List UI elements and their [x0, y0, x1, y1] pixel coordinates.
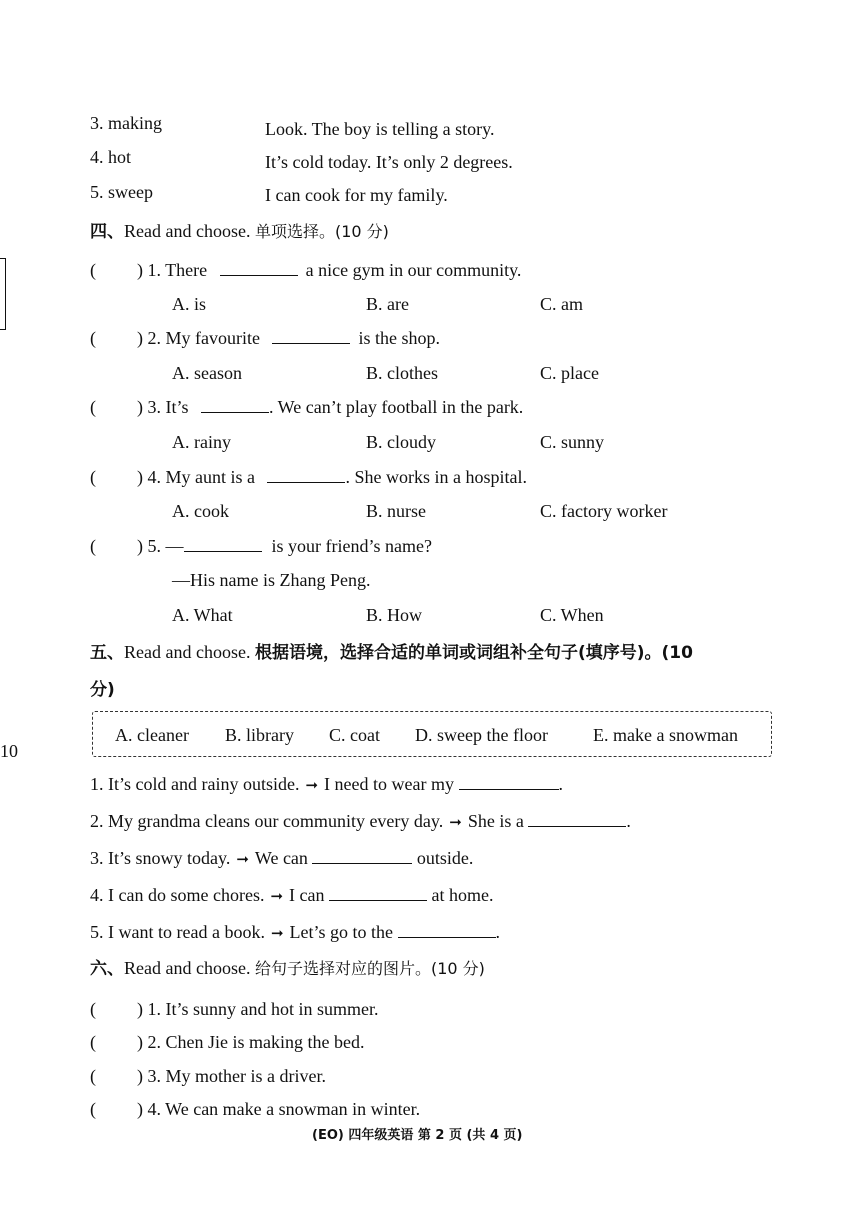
part5-title-cn: 根据语境，选择合适的单词或词组补全句子(填序号)。(10 [254, 643, 693, 663]
part3-sentence-3: Look. The boy is telling a story. [265, 119, 495, 139]
fill-sentence-3 [90, 847, 473, 870]
fill-sentence-2-result: She is a [467, 811, 524, 831]
mc-question-1-tail: a nice gym in our community. [305, 260, 522, 280]
answer-paren[interactable]: ( [90, 260, 96, 280]
fill-sentence-3-cause: 3. It’s snowy today. [90, 848, 231, 868]
arrow-icon: ➞ [270, 924, 284, 942]
part5-title-en: Read and choose. [124, 642, 251, 662]
answer-paren[interactable]: ( [90, 397, 96, 417]
answer-paren[interactable]: ( [90, 1032, 96, 1052]
mc-question-5-stem: ) 5. — [137, 536, 184, 556]
mc-question-2-stem: ) 2. My favourite [137, 328, 260, 348]
mc-question-5 [137, 535, 432, 557]
fill-sentence-5-end: . [495, 922, 501, 942]
mc-option: A. What [172, 605, 233, 625]
picture-match-3: ) 3. My mother is a driver. [137, 1066, 326, 1086]
part6-title-en: Read and choose. [124, 958, 251, 978]
answer-blank[interactable] [459, 775, 559, 790]
fill-sentence-4-end: at home. [431, 885, 494, 905]
part4-heading [90, 220, 389, 243]
answer-blank[interactable] [201, 398, 269, 413]
mc-option: A. season [172, 363, 242, 383]
fill-sentence-1-end: . [558, 774, 563, 794]
mc-option: A. is [172, 294, 207, 314]
mc-question-3-tail: . We can’t play football in the park. [269, 397, 524, 417]
mc-option: C. When [540, 605, 604, 625]
answer-blank[interactable] [267, 468, 345, 483]
arrow-icon: ➞ [236, 850, 249, 868]
part5-heading [90, 641, 693, 664]
answer-blank[interactable] [272, 329, 350, 344]
word-bank-item: B. library [225, 725, 294, 745]
fill-sentence-1-cause: 1. It’s cold and rainy outside. [90, 774, 300, 794]
page-footer: (EO) 四年级英语 第 2 页 (共 4 页) [312, 1128, 523, 1143]
arrow-icon: ➞ [449, 813, 462, 831]
mc-option: B. clothes [366, 363, 438, 383]
part4-title-cn: 单项选择。(10 分) [254, 222, 389, 241]
fill-sentence-3-result: We can [254, 848, 308, 868]
mc-question-3-stem: ) 3. It’s [137, 397, 189, 417]
fill-sentence-1 [90, 773, 563, 796]
part3-sentence-4: It’s cold today. It’s only 2 degrees. [265, 152, 513, 172]
part6-number: 六、 [90, 959, 124, 979]
part3-word-4: 4. hot [90, 147, 132, 167]
fill-sentence-5-cause: 5. I want to read a book. [90, 922, 265, 942]
answer-blank[interactable] [220, 261, 298, 276]
mc-option: B. cloudy [366, 432, 436, 452]
part5-heading-cont [90, 678, 115, 701]
picture-match-4: ) 4. We can make a snowman in winter. [137, 1099, 421, 1119]
fill-sentence-3-end: outside. [416, 848, 474, 868]
part4-number: 四、 [90, 222, 124, 242]
word-bank-item: D. sweep the floor [415, 725, 548, 745]
mc-question-1 [137, 259, 521, 281]
word-bank-item: C. coat [329, 725, 380, 745]
picture-match-2: ) 2. Chen Jie is making the bed. [137, 1032, 365, 1052]
fill-sentence-5 [90, 921, 500, 944]
picture-match-1: ) 1. It’s sunny and hot in summer. [137, 999, 379, 1019]
mc-question-4-stem: ) 4. My aunt is a [137, 467, 255, 487]
mc-option: A. rainy [172, 432, 231, 452]
part6-heading [90, 957, 485, 980]
answer-blank[interactable] [329, 886, 427, 901]
mc-question-2 [137, 327, 440, 349]
fill-sentence-4 [90, 884, 494, 907]
part5-number: 五、 [90, 643, 124, 663]
answer-blank[interactable] [528, 812, 626, 827]
mc-option: C. am [540, 294, 583, 314]
mc-question-4 [137, 466, 527, 488]
margin-number: 10 [0, 741, 18, 761]
answer-paren[interactable]: ( [90, 1066, 96, 1086]
mc-option: C. sunny [540, 432, 605, 452]
part3-word-5: 5. sweep [90, 182, 153, 202]
answer-paren[interactable]: ( [90, 1099, 96, 1119]
word-bank-item: A. cleaner [115, 725, 189, 745]
answer-paren[interactable]: ( [90, 999, 96, 1019]
mc-option: C. place [540, 363, 599, 383]
mc-option: B. are [366, 294, 409, 314]
answer-blank[interactable] [184, 537, 262, 552]
fill-sentence-4-cause: 4. I can do some chores. [90, 885, 265, 905]
fill-sentence-2-cause: 2. My grandma cleans our community every day. [90, 811, 444, 831]
answer-blank[interactable] [398, 923, 496, 938]
answer-paren[interactable]: ( [90, 536, 96, 556]
fill-sentence-4-result: I can [289, 885, 325, 905]
part5-title-cn-2: 分) [90, 680, 115, 700]
mc-option: C. factory worker [540, 501, 668, 521]
mc-question-5-answer: —His name is Zhang Peng. [172, 570, 371, 590]
margin-bracket [0, 258, 6, 330]
answer-paren[interactable]: ( [90, 467, 96, 487]
part4-title-en: Read and choose. [124, 221, 251, 241]
mc-question-2-tail: is the shop. [358, 328, 440, 348]
fill-sentence-2-end: . [626, 811, 631, 831]
mc-question-1-stem: ) 1. There [137, 260, 208, 280]
part6-title-cn: 给句子选择对应的图片。(10 分) [254, 959, 485, 978]
mc-option: B. How [366, 605, 423, 625]
mc-question-5-tail: is your friend’s name? [271, 536, 432, 556]
fill-sentence-5-result: Let’s go to the [289, 922, 394, 942]
answer-paren[interactable]: ( [90, 328, 96, 348]
arrow-icon: ➞ [270, 887, 284, 905]
word-bank-item: E. make a snowman [593, 725, 738, 745]
mc-question-4-tail: . She works in a hospital. [345, 467, 527, 487]
part3-sentence-5: I can cook for my family. [265, 185, 448, 205]
arrow-icon: ➞ [305, 776, 319, 794]
mc-option: A. cook [172, 501, 229, 521]
word-bank-box [92, 711, 772, 757]
answer-blank[interactable] [312, 849, 412, 864]
mc-question-3 [137, 396, 523, 418]
part3-word-3: 3. making [90, 113, 162, 133]
mc-option: B. nurse [366, 501, 426, 521]
fill-sentence-1-result: I need to wear my [324, 774, 454, 794]
fill-sentence-2 [90, 810, 631, 833]
